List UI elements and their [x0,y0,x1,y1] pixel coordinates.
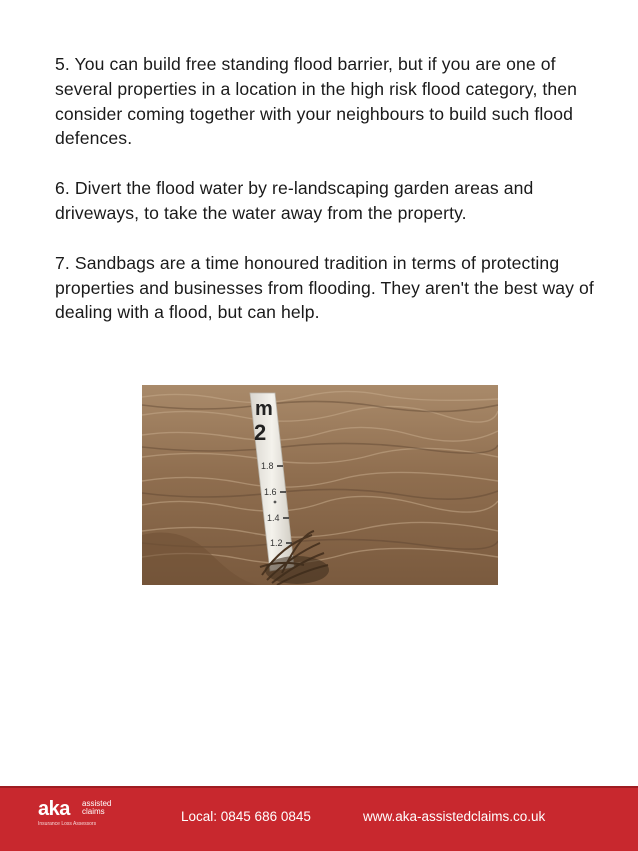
tip-paragraph-7: 7. Sandbags are a time honoured tradition in terms of protecting properties and businesses from flooding. They aren't the best way of dealing with a flood, but can help. [55,252,594,323]
local-phone-number[interactable]: Local: 0845 686 0845 [181,809,311,824]
flood-gauge-photo [142,385,498,585]
logo-tagline: Insurance Loss Assessors [38,821,97,827]
aka-logo[interactable] [38,798,120,832]
gauge-tick-label: 1.8 [261,461,274,471]
logo-sub-line-1: assisted [82,799,112,808]
page-body [55,52,615,350]
gauge-tick-label: 1.6 [264,487,277,497]
logo-sub-line-2: claims [82,807,105,816]
gauge-unit-label: m [255,398,273,420]
gauge-major-label: 2 [254,420,267,445]
website-link[interactable]: www.aka-assistedclaims.co.uk [363,809,546,824]
gauge-tick-label: 1.2 [270,538,283,548]
tip-paragraph-6: 6. Divert the flood water by re-landscaping garden areas and driveways, to take the water away from the property. [55,178,534,223]
logo-sub-text [82,800,122,816]
tip-paragraph-5: 5. You can build free standing flood barrier, but if you are one of several properties in a location in the high risk flood category, then consider coming together with your neighbours to build such flood defences. [55,54,578,149]
logo-main-text: aka [38,798,70,820]
gauge-tick-label: 1.4 [267,513,280,523]
footer-bar [0,786,638,851]
